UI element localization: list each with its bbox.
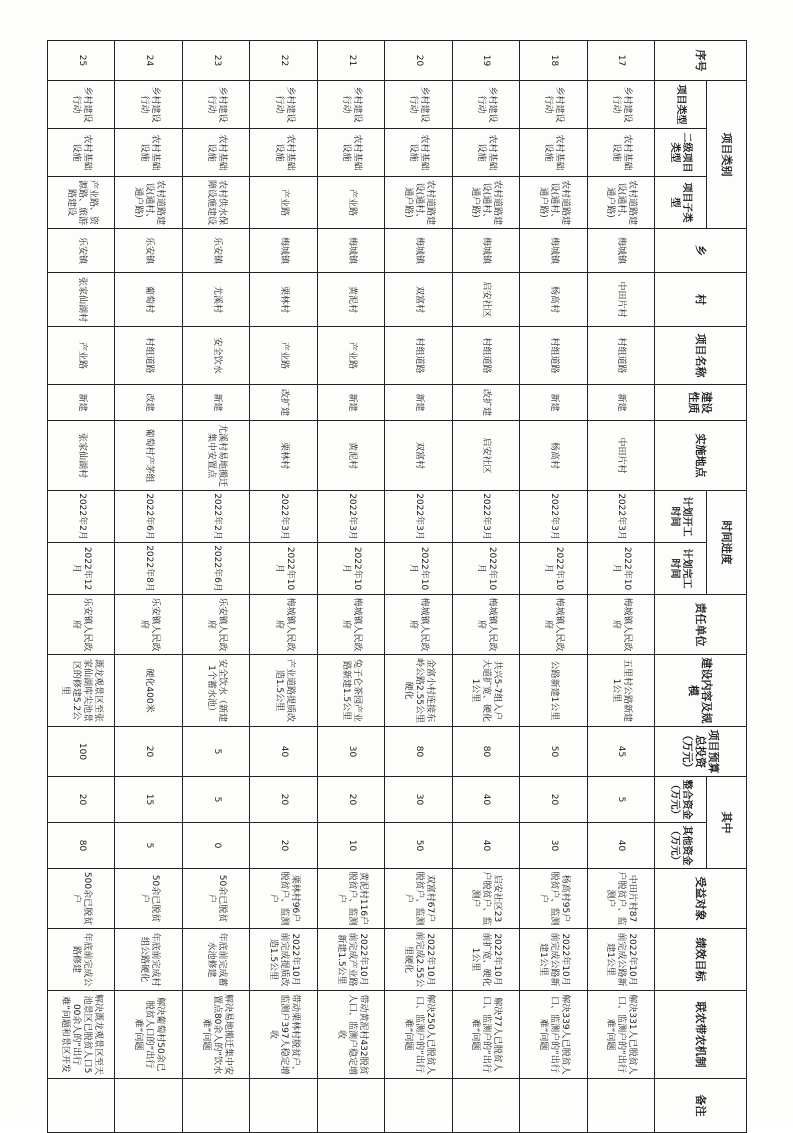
header-integrated: 整合资金（万元） <box>655 777 707 823</box>
cell-integrated: 15 <box>115 777 182 823</box>
cell-cat1: 乡村建设行动 <box>182 81 249 129</box>
cell-integrated: 20 <box>48 777 116 823</box>
cell-nature: 新建 <box>587 385 654 421</box>
cell-seq: 21 <box>317 41 384 81</box>
cell-location: 启安社区 <box>452 421 519 491</box>
cell-budget: 5 <box>182 727 249 777</box>
cell-project-name: 村组道路 <box>452 327 519 385</box>
cell-start: 2022年3月 <box>520 491 587 543</box>
rotated-table-wrapper <box>47 40 747 1117</box>
cell-township: 梅城镇 <box>520 229 587 273</box>
cell-cat2: 农村基础设施 <box>520 129 587 177</box>
cell-end: 2022年8月 <box>115 543 182 595</box>
cell-project-name: 产业路 <box>317 327 384 385</box>
cell-start: 2022年3月 <box>317 491 384 543</box>
cell-township: 梅城镇 <box>250 229 317 273</box>
cell-integrated: 5 <box>587 777 654 823</box>
cell-location: 中田片村 <box>587 421 654 491</box>
cell-other: 0 <box>182 823 249 869</box>
cell-township: 梅城镇 <box>587 229 654 273</box>
cell-mechanism: 带动黄泥村432脱贫人口、监测户稳定增收 <box>317 991 384 1079</box>
cell-cat3: 农村道路建设(通村、通户路) <box>385 177 452 229</box>
cell-cat2: 农村基础设施 <box>385 129 452 177</box>
table-row <box>317 41 384 1133</box>
cell-project-name: 村组道路 <box>520 327 587 385</box>
cell-content: 安全饮水（新建1个蓄水池） <box>182 655 249 727</box>
header-other: 其他资金（万元） <box>655 823 707 869</box>
cell-content: 硬化400米 <box>115 655 182 727</box>
table-row <box>115 41 182 1133</box>
cell-location: 张家仙湖村 <box>48 421 116 491</box>
cell-start: 2022年3月 <box>385 491 452 543</box>
header-nature: 建设性质 <box>655 385 747 421</box>
cell-beneficiary: 栗林村96户脱贫户、监测户 <box>250 869 317 929</box>
cell-unit: 梅城镇人民政府 <box>385 595 452 655</box>
cell-seq: 20 <box>385 41 452 81</box>
cell-project-name: 安全饮水 <box>182 327 249 385</box>
header-location: 实施地点 <box>655 421 747 491</box>
cell-budget: 45 <box>587 727 654 777</box>
header-beneficiary: 受益对象 <box>655 869 747 929</box>
cell-goal: 2022年10月前完成提质改造1.5公里 <box>250 929 317 991</box>
cell-village: 杨高村 <box>520 273 587 327</box>
cell-nature: 新建 <box>48 385 116 421</box>
cell-mechanism: 解决339人已脱贫人口、监测户的“出行难”问题 <box>520 991 587 1079</box>
header-content: 建设内容及规模 <box>655 655 747 727</box>
cell-start: 2022年3月 <box>587 491 654 543</box>
cell-other: 50 <box>385 823 452 869</box>
cell-mechanism: 带动栗林村脱贫户、监测户397人稳定增收 <box>250 991 317 1079</box>
cell-project-name: 产业路 <box>48 327 116 385</box>
cell-remark <box>317 1079 384 1133</box>
cell-seq: 19 <box>452 41 519 81</box>
cell-village: 张家仙湖村 <box>48 273 116 327</box>
cell-nature: 改扩建 <box>452 385 519 421</box>
cell-unit: 梅城镇人民政府 <box>587 595 654 655</box>
cell-cat2: 农村基础设施 <box>317 129 384 177</box>
cell-other: 40 <box>452 823 519 869</box>
cell-remark <box>250 1079 317 1133</box>
cell-content: 产业道路提质改造1.5公里 <box>250 655 317 727</box>
cell-cat3: 农村道路建设(通村、通户路) <box>587 177 654 229</box>
cell-location: 栗林村 <box>250 421 317 491</box>
project-table <box>47 40 747 1133</box>
cell-unit: 梅城镇人民政府 <box>250 595 317 655</box>
cell-integrated: 20 <box>317 777 384 823</box>
cell-end: 2022年10月 <box>317 543 384 595</box>
cell-cat3: 产业路、资源路、旅游路建设 <box>48 177 116 229</box>
cell-content: 溉龙观景区至张家仙湖库尖池景区的修建5.2公里 <box>48 655 116 727</box>
cell-location: 尤溪村易地搬迁集中安置点 <box>182 421 249 491</box>
cell-beneficiary: 黄泥村116户脱贫户、监测户 <box>317 869 384 929</box>
cell-cat2: 农村基础设施 <box>250 129 317 177</box>
cell-mechanism: 解决331人已脱贫人口、监测户的“出行难”问题 <box>587 991 654 1079</box>
cell-project-name: 产业路 <box>250 327 317 385</box>
cell-start: 2022年2月 <box>48 491 116 543</box>
header-category: 项目类别 <box>707 81 747 229</box>
cell-budget: 80 <box>452 727 519 777</box>
cell-end: 2022年10月 <box>385 543 452 595</box>
cell-township: 乐安镇 <box>182 229 249 273</box>
cell-budget: 50 <box>520 727 587 777</box>
header-budget: 项目预算总投资（万元） <box>655 727 747 777</box>
cell-beneficiary: 启安社区23户脱贫户、监测户 <box>452 869 519 929</box>
header-township: 乡 <box>655 229 747 273</box>
cell-township: 梅城镇 <box>452 229 519 273</box>
cell-beneficiary: 双富村67户脱贫户、监测户 <box>385 869 452 929</box>
cell-seq: 24 <box>115 41 182 81</box>
cell-goal: 年底前完成蓄水池修建 <box>182 929 249 991</box>
cell-unit: 梅城镇人民政府 <box>520 595 587 655</box>
cell-project-name: 村组道路 <box>385 327 452 385</box>
cell-township: 梅城镇 <box>317 229 384 273</box>
cell-cat2: 农村基础设施 <box>182 129 249 177</box>
cell-unit: 梅城镇人民政府 <box>452 595 519 655</box>
cell-cat1: 乡村建设行动 <box>587 81 654 129</box>
cell-cat1: 乡村建设行动 <box>115 81 182 129</box>
cell-beneficiary: 50余已脱贫户 <box>115 869 182 929</box>
cell-goal: 2022年10月前完成2.55公里硬化 <box>385 929 452 991</box>
cell-cat3: 产业路 <box>317 177 384 229</box>
cell-cat3: 农村道路建设(通村、通户路) <box>115 177 182 229</box>
cell-seq: 18 <box>520 41 587 81</box>
cell-seq: 25 <box>48 41 116 81</box>
cell-start: 2022年2月 <box>182 491 249 543</box>
cell-remark <box>385 1079 452 1133</box>
cell-village: 中田片村 <box>587 273 654 327</box>
cell-content: 五里村公路新建1公里 <box>587 655 654 727</box>
cell-other: 10 <box>317 823 384 869</box>
cell-beneficiary: 中田片村87户脱贫户、监测户 <box>587 869 654 929</box>
table-row <box>385 41 452 1133</box>
cell-cat1: 乡村建设行动 <box>385 81 452 129</box>
cell-village: 启安社区 <box>452 273 519 327</box>
table-row <box>48 41 116 1133</box>
cell-end: 2022年10月 <box>452 543 519 595</box>
cell-cat1: 乡村建设行动 <box>48 81 116 129</box>
cell-budget: 100 <box>48 727 116 777</box>
cell-other: 5 <box>115 823 182 869</box>
cell-goal: 年底前完成村组公路硬化 <box>115 929 182 991</box>
cell-remark <box>115 1079 182 1133</box>
header-schedule: 时间进度 <box>707 491 747 595</box>
cell-cat2: 农村基础设施 <box>587 129 654 177</box>
cell-mechanism: 解决易地搬迁集中安置点80余人的“饮水难”问题 <box>182 991 249 1079</box>
cell-start: 2022年6月 <box>115 491 182 543</box>
cell-cat2: 农村基础设施 <box>115 129 182 177</box>
cell-goal: 2022年10月前完成公路新建1公里 <box>520 929 587 991</box>
cell-seq: 17 <box>587 41 654 81</box>
cell-goal: 2022年10月前完成产业路新建1.5公里 <box>317 929 384 991</box>
cell-location: 杨高村 <box>520 421 587 491</box>
cell-integrated: 30 <box>385 777 452 823</box>
header-goal: 绩效目标 <box>655 929 747 991</box>
cell-content: 兔子仑茶园产业路新建1.5公里 <box>317 655 384 727</box>
cell-cat2: 农村基础设施 <box>48 129 116 177</box>
cell-village: 双富村 <box>385 273 452 327</box>
header-unit: 责任单位 <box>655 595 747 655</box>
cell-other: 20 <box>250 823 317 869</box>
cell-unit: 梅城镇人民政府 <box>317 595 384 655</box>
header-seq: 序号 <box>655 41 747 81</box>
table-row <box>452 41 519 1133</box>
cell-location: 黄泥村 <box>317 421 384 491</box>
header-cat2: 二级项目类型 <box>655 129 707 177</box>
cell-mechanism: 解决77人已脱贫人口、监测户的“出行难”问题 <box>452 991 519 1079</box>
cell-other: 30 <box>520 823 587 869</box>
cell-unit: 乐安镇人民政府 <box>182 595 249 655</box>
cell-cat3: 农村道路建设(通村、通户路) <box>452 177 519 229</box>
cell-mechanism: 解决葡萄村50余已脱贫人口的“出行难”问题 <box>115 991 182 1079</box>
cell-budget: 80 <box>385 727 452 777</box>
cell-unit: 乐安镇人民政府 <box>115 595 182 655</box>
header-project-name: 项目名称 <box>655 327 747 385</box>
cell-township: 梅城镇 <box>385 229 452 273</box>
cell-content: 金富小村连接东岭公路2.55公里硬化 <box>385 655 452 727</box>
table-row <box>182 41 249 1133</box>
cell-unit: 乐安镇人民政府 <box>48 595 116 655</box>
cell-end: 2022年10月 <box>587 543 654 595</box>
cell-beneficiary: 杨高村95户脱贫户、监测户 <box>520 869 587 929</box>
table-row <box>250 41 317 1133</box>
cell-cat1: 乡村建设行动 <box>317 81 384 129</box>
cell-location: 葡萄村产茅组 <box>115 421 182 491</box>
cell-start: 2022年3月 <box>250 491 317 543</box>
table-row <box>587 41 654 1133</box>
cell-village: 栗林村 <box>250 273 317 327</box>
cell-end: 2022年12月 <box>48 543 116 595</box>
cell-cat1: 乡村建设行动 <box>250 81 317 129</box>
cell-remark <box>48 1079 116 1133</box>
cell-beneficiary: 50余已脱贫户 <box>182 869 249 929</box>
cell-content: 公路新建1公里 <box>520 655 587 727</box>
cell-nature: 改建 <box>115 385 182 421</box>
cell-integrated: 40 <box>452 777 519 823</box>
cell-integrated: 20 <box>250 777 317 823</box>
cell-budget: 20 <box>115 727 182 777</box>
cell-cat3: 农村道路建设(通村、通户路) <box>520 177 587 229</box>
cell-cat2: 农村基础设施 <box>452 129 519 177</box>
cell-nature: 新建 <box>317 385 384 421</box>
cell-budget: 30 <box>317 727 384 777</box>
cell-cat1: 乡村建设行动 <box>452 81 519 129</box>
cell-other: 80 <box>48 823 116 869</box>
cell-nature: 新建 <box>182 385 249 421</box>
header-village: 村 <box>655 273 747 327</box>
cell-remark <box>587 1079 654 1133</box>
cell-remark <box>452 1079 519 1133</box>
cell-village: 黄泥村 <box>317 273 384 327</box>
table-row <box>520 41 587 1133</box>
cell-other: 40 <box>587 823 654 869</box>
cell-cat1: 乡村建设行动 <box>520 81 587 129</box>
cell-goal: 年底前完成公路修建 <box>48 929 116 991</box>
cell-end: 2022年10月 <box>520 543 587 595</box>
cell-remark <box>520 1079 587 1133</box>
cell-seq: 22 <box>250 41 317 81</box>
cell-village: 尤溪村 <box>182 273 249 327</box>
header-mechanism: 联农带农机制 <box>655 991 747 1079</box>
header-start: 计划开工时间 <box>655 491 707 543</box>
cell-project-name: 村组道路 <box>115 327 182 385</box>
cell-integrated: 5 <box>182 777 249 823</box>
cell-beneficiary: 500余已脱贫户 <box>48 869 116 929</box>
header-of-which: 其中 <box>707 777 747 869</box>
cell-nature: 改扩建 <box>250 385 317 421</box>
cell-content: 共兴5-7组入户大道扩宽、硬化1公里 <box>452 655 519 727</box>
header-remark: 备注 <box>655 1079 747 1133</box>
cell-budget: 40 <box>250 727 317 777</box>
cell-integrated: 20 <box>520 777 587 823</box>
cell-goal: 2022年10月前扩宽、硬化1公里 <box>452 929 519 991</box>
cell-mechanism: 解决溉龙观景区至天池景区已脱贫人口500余人的“出行难”问题和景区开发 <box>48 991 116 1079</box>
cell-nature: 新建 <box>520 385 587 421</box>
cell-village: 葡萄村 <box>115 273 182 327</box>
header-cat3: 项目子类型 <box>655 177 707 229</box>
cell-cat3: 产业路 <box>250 177 317 229</box>
cell-township: 乐安镇 <box>115 229 182 273</box>
cell-remark <box>182 1079 249 1133</box>
cell-start: 2022年3月 <box>452 491 519 543</box>
cell-location: 双富村 <box>385 421 452 491</box>
cell-goal: 2022年10月前完成公路新建1公里 <box>587 929 654 991</box>
cell-end: 2022年6月 <box>182 543 249 595</box>
header-cat1: 项目类型 <box>655 81 707 129</box>
cell-seq: 23 <box>182 41 249 81</box>
cell-cat3: 农村供水保障设施建设 <box>182 177 249 229</box>
cell-mechanism: 解决250人已脱贫人口、监测户的“出行难”问题 <box>385 991 452 1079</box>
cell-township: 乐安镇 <box>48 229 116 273</box>
cell-end: 2022年10月 <box>250 543 317 595</box>
cell-nature: 新建 <box>385 385 452 421</box>
cell-project-name: 村组道路 <box>587 327 654 385</box>
header-end: 计划完工时间 <box>655 543 707 595</box>
